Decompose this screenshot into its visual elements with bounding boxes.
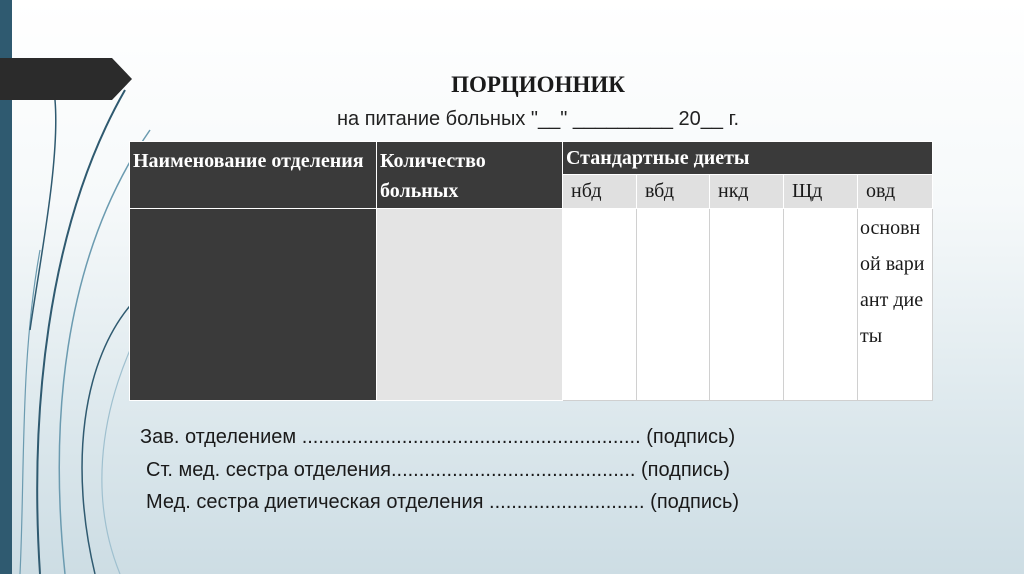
cell-nkd-value bbox=[710, 209, 784, 401]
header-patient-count: Количество больных bbox=[377, 142, 563, 209]
header-department: Наименование отделения bbox=[130, 142, 377, 209]
diet-code-ovd: овд bbox=[858, 175, 933, 209]
cell-department-value bbox=[130, 209, 377, 401]
document-title: ПОРЦИОННИК bbox=[451, 72, 625, 97]
header-standard-diets: Стандартные диеты bbox=[563, 142, 933, 175]
cell-patient-count-value bbox=[377, 209, 563, 401]
diet-code-nbd: нбд bbox=[563, 175, 637, 209]
signature-head-of-department: Зав. отделением ............................................................. (подпись) bbox=[140, 426, 736, 448]
diet-code-vbd: вбд bbox=[637, 175, 710, 209]
diet-code-shchd: Щд bbox=[784, 175, 858, 209]
diet-code-nkd: нкд bbox=[710, 175, 784, 209]
cell-nbd-value bbox=[563, 209, 637, 401]
signature-senior-nurse: Ст. мед. сестра отделения............................................ (подпись) bbox=[146, 459, 730, 481]
cell-shchd-value bbox=[784, 209, 858, 401]
document-subtitle: на питание больных "__" _________ 20__ г. bbox=[336, 108, 739, 130]
signature-dietary-nurse: Мед. сестра диетическая отделения ............................ (подпись) bbox=[146, 491, 740, 513]
portion-table bbox=[129, 141, 933, 401]
cell-vbd-value bbox=[637, 209, 710, 401]
cell-ovd-note: основной вариант диеты bbox=[858, 209, 933, 401]
